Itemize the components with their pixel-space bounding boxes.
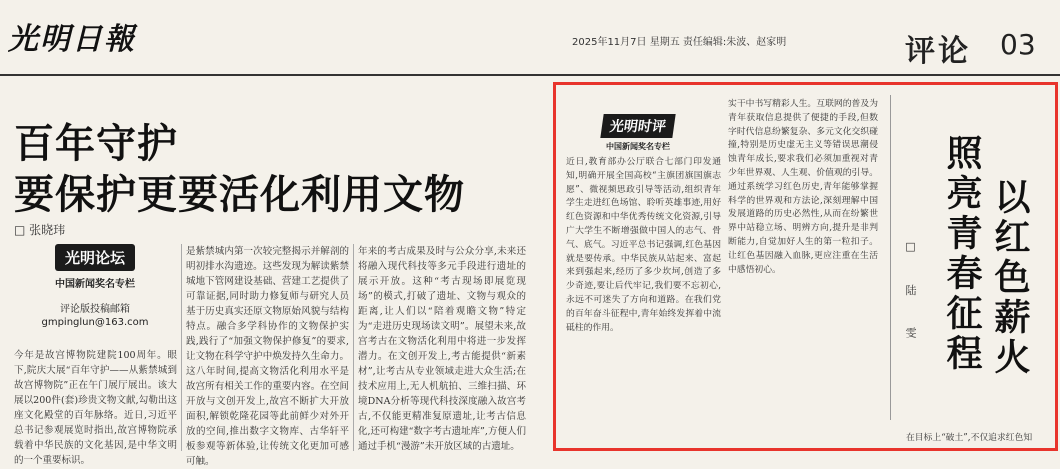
column-divider (181, 244, 182, 451)
forum-title: 光明论坛 (55, 244, 135, 271)
review-column-badge (583, 114, 693, 152)
review-column-2: 实干中书写精彩人生。互联网的普及为青年获取信息提供了便捷的手段,但数字时代信息纷繁复杂、多元文化交织碰撞,特别是历史虚无主义等错误思潮侵蚀青年成长,要求我们必须加重视对青少年世界观、人生观、价值观的引导。通过系统学习红色历史,青年能够掌握科学的世界观和方法论,深刻理解中国发展道路的历史必然性,从而在纷繁世界中站稳立场、明辨方向,提升是非判断能力,自觉加好人生的第一粒扣子。让红色基因融入血脉,更应注重在生活中感悟初心。 (728, 99, 878, 275)
main-article-column-1: 今年是故宫博物院建院100周年。眼下,院庆大展“百年守护——从紫禁城到故宫博物院”正在午门展厅展出。该大展以200件(套)珍贵文物文献,勾勒出这座文化殿堂的百年脉络。近日,习近平总书记参观展览时指出,故宫博物院承载着中华民族的文化基因,是中华文明的一个重要标识。 (14, 350, 177, 466)
review-badge-subtitle: 中国新闻奖名专栏 (606, 142, 670, 151)
submission-label: 评论版投稿邮箱 (60, 304, 130, 315)
newspaper-logo: 光明日報 (8, 22, 136, 57)
main-article-column-2: 是紫禁城内第一次较完整揭示并解剖的明初排水沟遗迹。这些发现为解读紫禁城地下管网建设基础、营建工艺提供了可靠证据,同时助力修复师与研究人员基于历史真实还原文物原始风貌与结构特点。融合多学科协作的文物保护实践,践行了“加强文物保护修复”的要求,让文物在科学守护中焕发持久生命力。这八年时间,提高文物活化利用水平是故宫所有相关工作的重要内容。在空间开放与文创开发上,故宫不断扩大开放面积,解锁乾隆花园等此前鲜少对外开放的空间,推出数字文物库、古华轩平板参观等新体验,让传统文化更加可感可触。 (186, 246, 349, 467)
page-number: 03 (1000, 28, 1036, 61)
main-byline: □ 张晓玮 (14, 223, 66, 237)
forum-subtitle: 中国新闻奖名专栏 (55, 279, 135, 290)
review-column-1: 近日,教育部办公厅联合七部门印发通知,明确开展全国高校“主旗团旗国旗志愿”、微视频思政引导等活动,组织青年学生走进红色场馆、聆听英雄事迹,用好红色资源和中华优秀传统文化资源,引导广大学生不断增强做中国人的志气、骨气、底气。习近平总书记强调,红色基因就是要传承。中华民族从站起来、富起来到强起来,经历了多少坎坷,创造了多少奇迹,要让后代牢记,我们要不忘初心,永远不可迷失了方向和道路。在我们党的百年奋斗征程中,青年始终发挥着中流砥柱的作用。 (566, 157, 721, 333)
review-headline-line1: 以红色薪火 (989, 178, 1031, 378)
column-divider (353, 244, 354, 451)
submission-email[interactable]: gmpinglun@163.com (41, 317, 149, 328)
review-badge-title: 光明时评 (600, 114, 675, 138)
review-headline-line2: 照亮青春征程 (941, 134, 983, 374)
masthead (0, 0, 1060, 74)
section-title: 评论 (905, 34, 971, 69)
dateline: 2025年11月7日 星期五 责任编辑:朱波、赵家明 (572, 37, 787, 48)
forum-column-badge (30, 240, 160, 340)
header-rule (0, 74, 1060, 76)
main-article-column-3: 年来的考古成果及时与公众分享,未来还将融入现代科技等多元手段进行遗址的展示开放。这种“考古现场即展览现场”的模式,打破了遗址、文物与观众的距离,让人们以“陪着观瞻文物”特定为“走进历史现场读文明”。展望未来,故宫考古在文物活化利用中将进一步发挥潜力。在文创开发上,考古能提供“新素材”,让考古从专业领域走进大众生活;在技术应用上,无人机航拍、三维扫描、环境DNA分析等现代科技深度融入故宫考古,不仅能更精准复原遗址,让考古信息化,还可构建“数字考古遗址库”,方便人们通过手机“漫游”未开放区域的古遗址。 (358, 246, 526, 452)
main-headline-line2: 要保护更要活化利用文物 (14, 171, 465, 218)
review-column-3: 在目标上“破土”,不仅追求红色知 (906, 433, 1033, 443)
review-divider (890, 95, 891, 420)
main-headline-line1: 百年守护 (14, 120, 178, 167)
review-author: □ 陆 雯 (904, 240, 917, 352)
